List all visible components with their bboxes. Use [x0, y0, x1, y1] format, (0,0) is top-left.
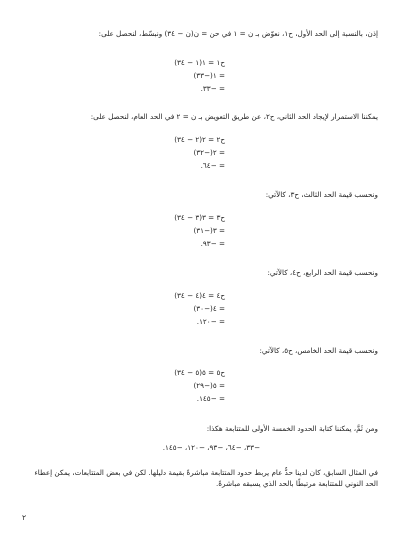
term1-line-2: = ١(−٣٣): [193, 71, 225, 80]
term4-line-2: = ٤(−٣٠): [193, 304, 225, 313]
third-term-paragraph: ونحسب قيمة الحد الثالث، ح٣، كالآتي:: [265, 190, 378, 199]
term3-line-1: ح٣ = ٣(٣ − ٣٤): [174, 213, 225, 222]
term2-equation: [85, 134, 225, 173]
term4-line-3: = −١٢٠.: [196, 317, 225, 326]
term1-line-1: ح١ = ١(١ − ٣٤): [174, 58, 225, 67]
term5-line-3: = −١٤٥.: [196, 394, 225, 403]
fifth-term-paragraph: ونحسب قيمة الحد الخامس، ح٥، كالآتي:: [259, 346, 378, 355]
term3-line-3: = −٩٣.: [200, 239, 225, 248]
fourth-term-paragraph: ونحسب قيمة الحد الرابع، ح٤، كالآتي:: [267, 268, 378, 277]
closing-paragraph: في المثال السابق، كان لدينا حدٌّ عام يربط حدود المتتابعة مباشرةً بقيمة دليلها. لكن في بعض المتتابعات، يمكن إعطاء الحد النوني للمتتابعة مرتبطًا بالحد الذي يسبقه مباشرةً.: [34, 468, 378, 488]
term4-equation: [85, 290, 225, 329]
term1-line-3: = −٣٣.: [200, 84, 225, 93]
term5-line-2: = ٥(−٢٩): [193, 381, 225, 390]
sequence-intro-paragraph: ومن ثَمَّ، يمكننا كتابة الحدود الخمسة الأولى للمتتابعة هكذا:: [206, 424, 378, 433]
sequence-line: −٣٣، −٦٤، −٩٣، −١٢٠، −١٤٥.: [162, 443, 260, 452]
term5-line-1: ح٥ = ٥(٥ − ٣٤): [174, 368, 225, 377]
term2-line-3: = −٦٤.: [200, 161, 225, 170]
term2-line-2: = ٢(−٣٢): [193, 148, 225, 157]
term1-equation: [85, 57, 225, 96]
term3-line-2: = ٣(−٣١): [193, 226, 225, 235]
intro-paragraph: إذن، بالنسبة إلى الحد الأول، ح١، نعوّض بـ ن = ١ في حن = ن(ن − ٣٤) ونبسّط، لنحصل على:: [98, 29, 378, 38]
term4-line-1: ح٤ = ٤(٤ − ٣٤): [174, 291, 225, 300]
page-number: ٢: [22, 513, 27, 522]
term3-equation: [85, 212, 225, 251]
term5-equation: [85, 367, 225, 406]
term2-line-1: ح٢ = ٢(٢ − ٣٤): [174, 135, 225, 144]
second-term-paragraph: يمكننا الاستمرار لإيجاد الحد الثاني، ح٢، عن طريق التعويض بـ ن = ٢ في الحد العام، لنحصل على:: [90, 112, 378, 121]
